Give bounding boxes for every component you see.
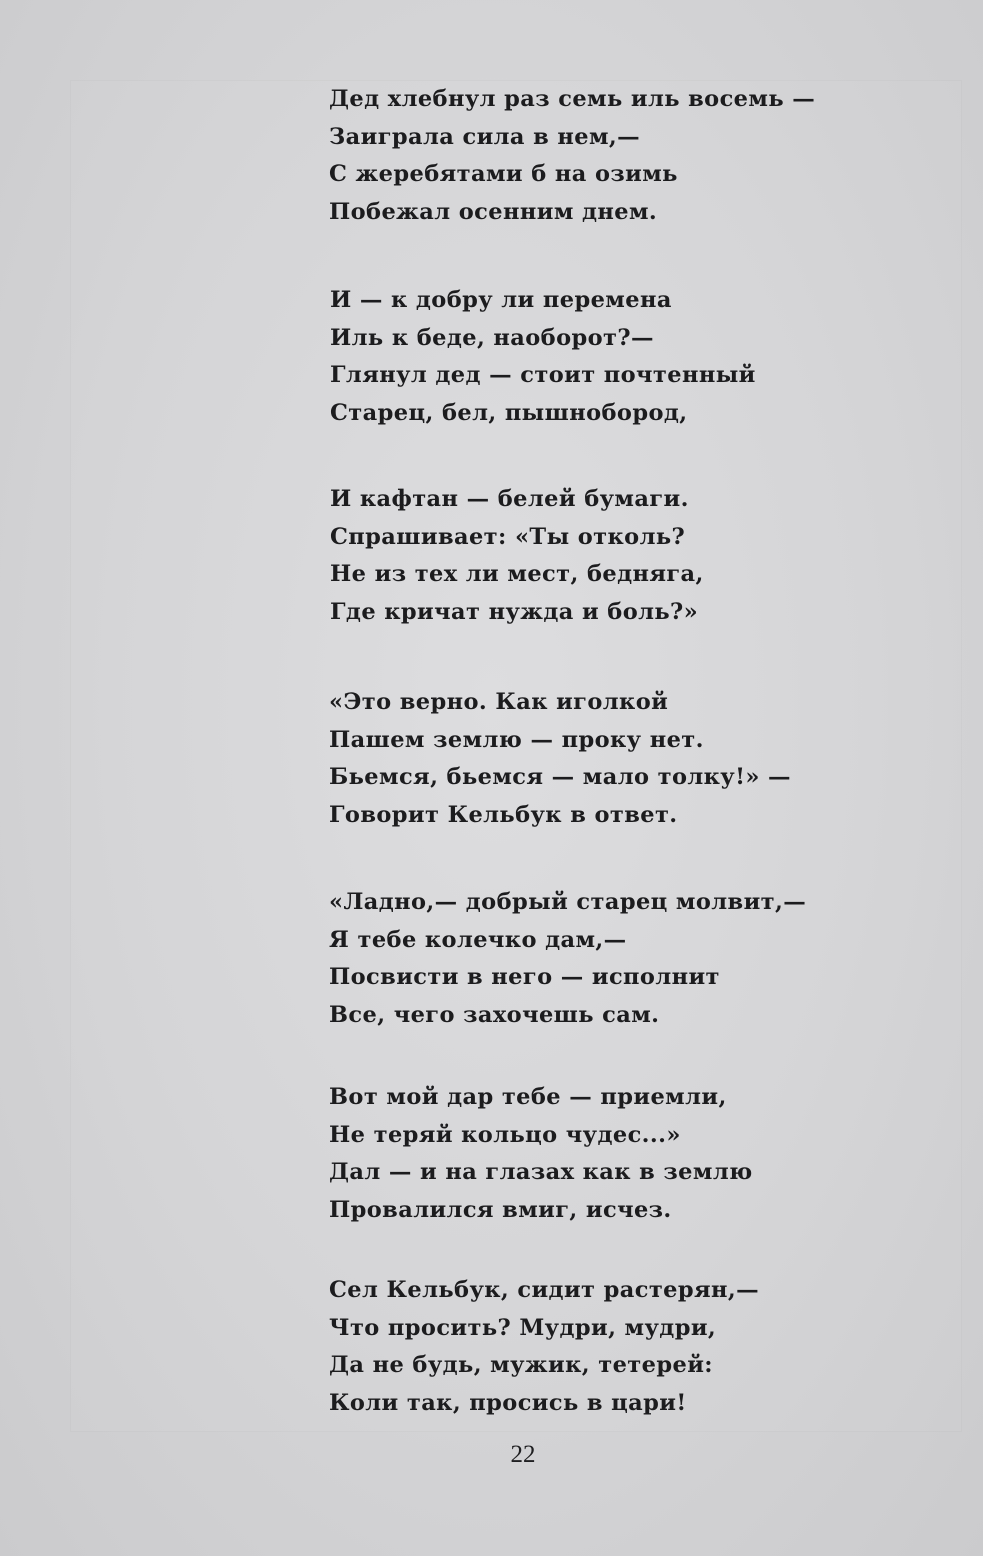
poem-line: Дед хлебнул раз семь иль восемь — — [329, 86, 816, 112]
poem-line: Да не будь, мужик, тетерей: — [329, 1352, 714, 1378]
poem-line: Вот мой дар тебе — приемли, — [329, 1084, 727, 1110]
poem-line: Побежал осенним днем. — [329, 198, 658, 225]
poem-line: Я тебе колечко дам,— — [329, 926, 627, 953]
poem-line: Коли так, просись в цари! — [329, 1389, 687, 1416]
poem-line: С жеребятами б на озимь — [329, 161, 678, 187]
poem-line: И кафтан — белей бумаги. — [330, 486, 689, 512]
poem-line: Не из тех ли мест, бедняга, — [330, 561, 704, 587]
stanza-5 — [329, 884, 806, 1034]
poem-line: Не теряй кольцо чудес...» — [329, 1121, 681, 1148]
stanza-3 — [330, 481, 704, 631]
poem-line: Глянул дед — стоит почтенный — [330, 362, 756, 388]
poem-line: Говорит Кельбук в ответ. — [329, 801, 678, 828]
poem-line: Бьемся, бьемся — мало толку!» — — [329, 764, 791, 790]
stanza-6 — [329, 1079, 753, 1229]
stanza-1 — [329, 81, 815, 231]
poem-line: Иль к беде, наоборот?— — [330, 324, 654, 351]
stanza-7 — [329, 1272, 759, 1422]
poem-line: Все, чего захочешь сам. — [329, 1001, 660, 1028]
poem-line: «Это верно. Как иголкой — [329, 689, 669, 715]
poem-line: Что просить? Мудри, мудри, — [329, 1314, 717, 1341]
poem-line: Посвисти в него — исполнит — [329, 964, 720, 990]
poem-line: Где кричат нужда и боль?» — [330, 598, 699, 625]
stanza-2 — [330, 282, 756, 432]
page-number: 22 — [510, 1441, 536, 1468]
poem-line: Сел Кельбук, сидит растерян,— — [329, 1277, 760, 1303]
poem-line: И — к добру ли перемена — [330, 287, 672, 313]
poem-line: Заиграла сила в нем,— — [329, 123, 641, 150]
poem-line: Дал — и на глазах как в землю — [329, 1159, 753, 1185]
poem-line: Старец, бел, пышнобород, — [330, 399, 688, 426]
poem-line: «Ладно,— добрый старец молвит,— — [329, 889, 807, 915]
poem-line: Спрашивает: «Ты отколь? — [330, 523, 686, 550]
stanza-4 — [329, 684, 791, 834]
poem-line: Пашем землю — проку нет. — [329, 726, 704, 753]
poem-line: Провалился вмиг, исчез. — [329, 1196, 672, 1223]
